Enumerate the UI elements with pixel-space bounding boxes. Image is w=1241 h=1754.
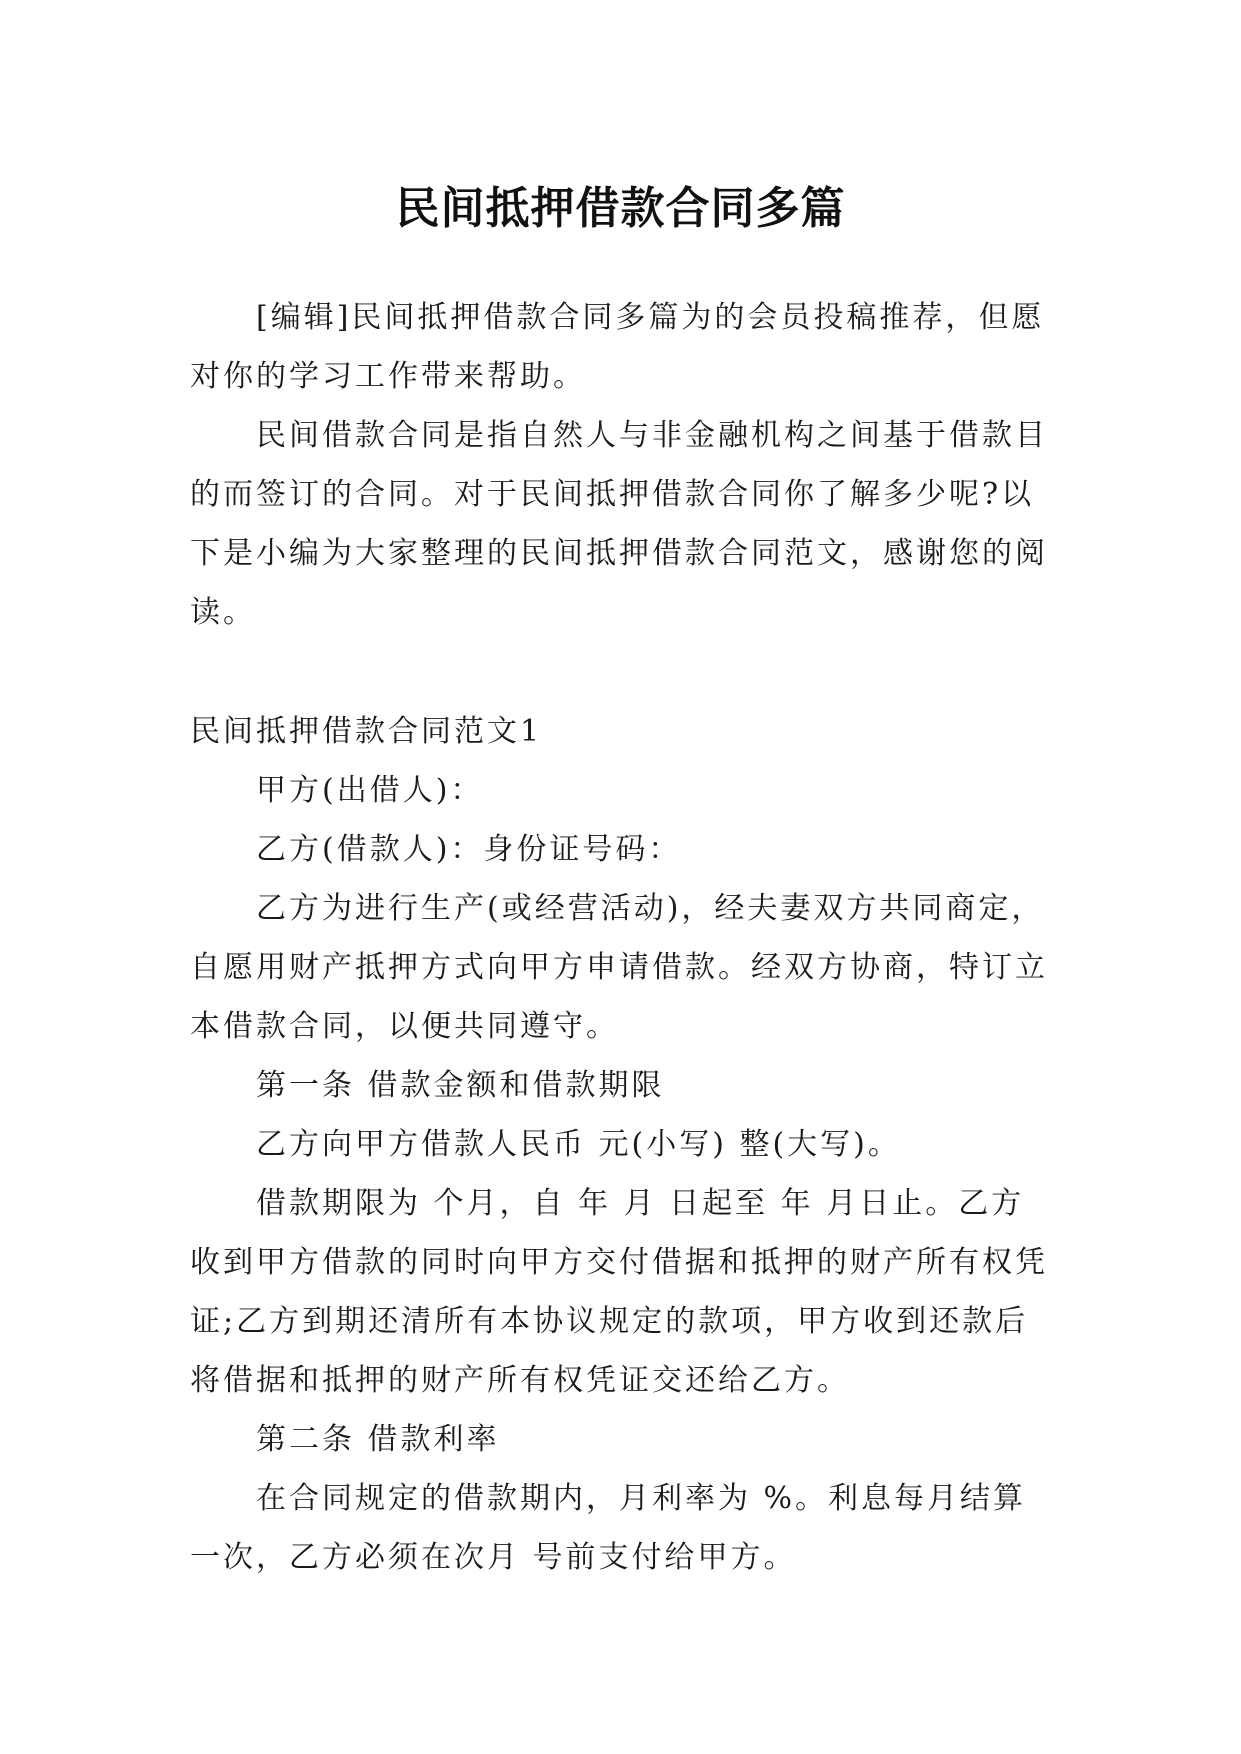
section-title: 民间抵押借款合同范文1 xyxy=(190,714,543,749)
section-spacer xyxy=(190,642,1050,702)
contract-paragraph: 乙方向甲方借款人民币 元(小写) 整(大写)。 xyxy=(256,1127,901,1162)
intro-paragraph: [编辑]民间抵押借款合同多篇为的会员投稿推荐，但愿对你的学习工作带来帮助。 xyxy=(190,300,1045,394)
contract-paragraph: 乙方为进行生产(或经营活动)，经夫妻双方共同商定，自愿用财产抵押方式向甲方申请借款。经双方协商，特订立本借款合同，以便共同遵守。 xyxy=(190,891,1048,1044)
contract-paragraph: 借款期限为 个月，自 年 月 日起至 年 月日止。乙方收到甲方借款的同时向甲方交付借据和抵押的财产所有权凭证;乙方到期还清所有本协议规定的款项，甲方收到还款后将借据和抵押的财产所有权凭证交还给乙方。 xyxy=(190,1186,1048,1398)
contract-paragraph: 乙方(借款人)：身份证号码： xyxy=(256,832,682,867)
article-heading: 第二条 借款利率 xyxy=(256,1422,500,1457)
contract-paragraph: 甲方(出借人)： xyxy=(256,773,484,808)
contract-paragraph: 在合同规定的借款期内，月利率为 %。利息每月结算一次，乙方必须在次月 号前支付给甲方。 xyxy=(190,1481,1027,1575)
document-body xyxy=(190,288,1050,1587)
intro-paragraph: 民间借款合同是指自然人与非金融机构之间基于借款目的而签订的合同。对于民间抵押借款合同你了解多少呢?以下是小编为大家整理的民间抵押借款合同范文，感谢您的阅读。 xyxy=(190,418,1048,630)
document-title: 民间抵押借款合同多篇 xyxy=(395,183,846,235)
article-heading: 第一条 借款金额和借款期限 xyxy=(256,1068,665,1103)
